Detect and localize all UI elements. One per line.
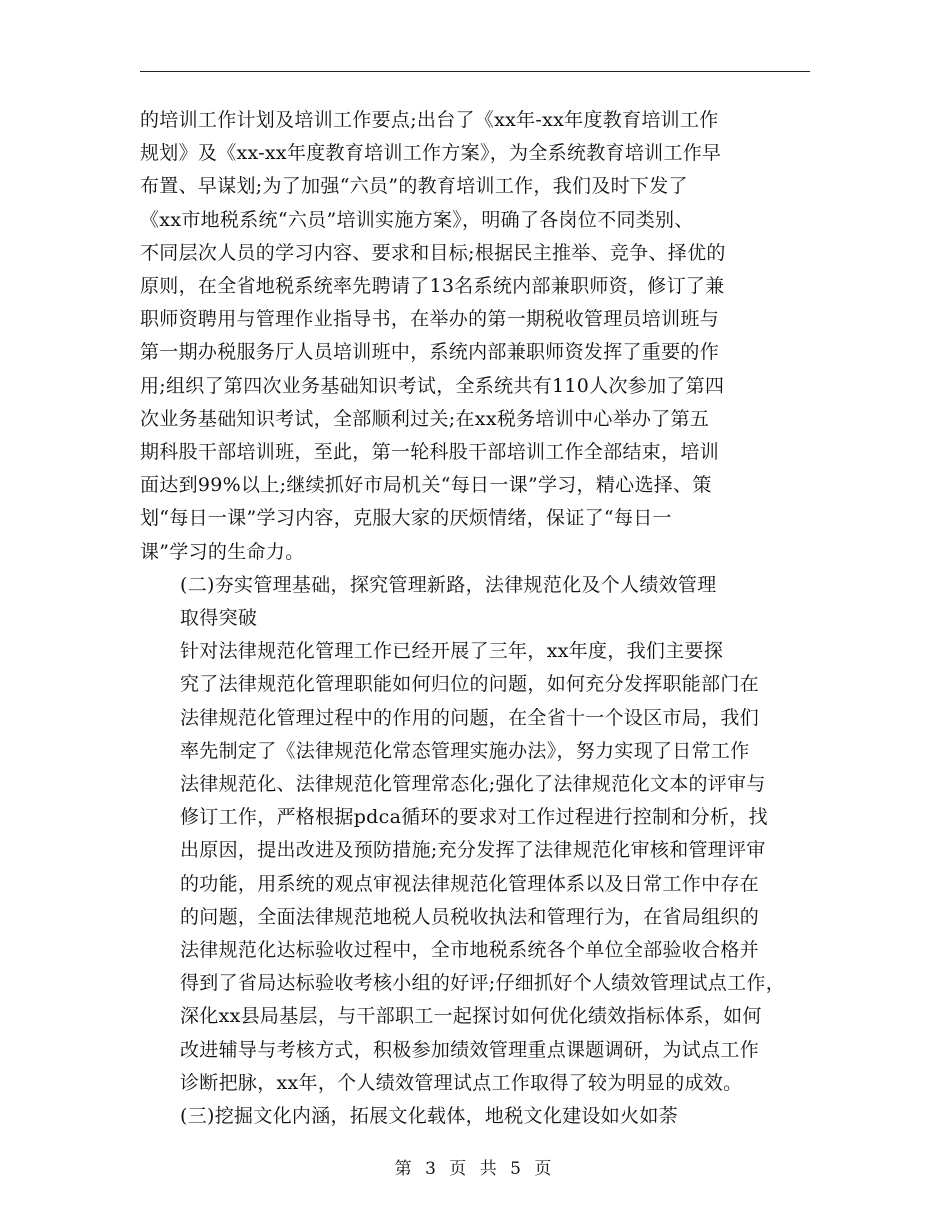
text-line: 规划》及《xx-xx年度教育培训工作方案》，为全系统教育培训工作早 xyxy=(140,142,722,165)
paragraph-3 xyxy=(140,635,810,1100)
paragraph-2-heading xyxy=(140,569,810,635)
text-line: 布置、早谋划;为了加强“六员”的教育培训工作，我们及时下发了 xyxy=(140,175,688,198)
text-line: 的问题，全面法律规范地税人员税收执法和管理行为，在省局组织的 xyxy=(180,905,760,928)
text-line: 职师资聘用与管理作业指导书，在举办的第一期税收管理员培训班与 xyxy=(140,308,720,331)
text-line: 改进辅导与考核方式，积极参加绩效管理重点课题调研，为试点工作 xyxy=(180,1038,760,1061)
text-line: 究了法律规范化管理职能如何归位的问题，如何充分发挥职能部门在 xyxy=(180,673,760,696)
text-line: 修订工作，严格根据pdca循环的要求对工作过程进行控制和分析，找 xyxy=(180,806,768,829)
text-line: 的培训工作计划及培训工作要点;出台了《xx年-xx年度教育培训工作 xyxy=(140,109,719,131)
text-line: 次业务基础知识考试，全部顺利过关;在xx税务培训中心举办了第五 xyxy=(140,407,710,430)
text-line: 第一期办税服务厅人员培训班中，系统内部兼职师资发挥了重要的作 xyxy=(140,341,720,364)
paragraph-1 xyxy=(140,104,810,569)
header-rule xyxy=(140,71,810,72)
text-line: 面达到99%以上;继续抓好市局机关“每日一课”学习，精心选择、策 xyxy=(140,474,712,497)
text-line: 得到了省局达标验收考核小组的好评;仔细抓好个人绩效管理试点工作， xyxy=(180,972,786,995)
text-line: (三)挖掘文化内涵，拓展文化载体，地税文化建设如火如荼 xyxy=(180,1105,678,1128)
document-body xyxy=(140,104,810,1133)
text-line: 法律规范化管理过程中的作用的问题，在全省十一个设区市局，我们 xyxy=(180,706,760,729)
text-line: 不同层次人员的学习内容、要求和目标;根据民主推举、竞争、择优的 xyxy=(140,241,726,264)
text-line: 的功能，用系统的观点审视法律规范化管理体系以及日常工作中存在 xyxy=(180,872,760,895)
text-line: 划“每日一课”学习内容，克服大家的厌烦情绪，保证了“每日一 xyxy=(140,507,672,530)
text-line: 针对法律规范化管理工作已经开展了三年，xx年度，我们主要探 xyxy=(180,640,724,663)
page-number: 第 3 页 共 5 页 xyxy=(394,1159,556,1179)
text-line: 率先制定了《法律规范化常态管理实施办法》，努力实现了日常工作 xyxy=(180,739,750,762)
text-line: 期科股干部培训班，至此，第一轮科股干部培训工作全部结束，培训 xyxy=(140,441,720,464)
text-line: 课”学习的生命力。 xyxy=(140,540,305,563)
text-line: (二)夯实管理基础，探究管理新路，法律规范化及个人绩效管理 xyxy=(180,573,717,596)
paragraph-4-heading xyxy=(140,1100,810,1133)
text-line: 深化xx县局基层，与干部职工一起探讨如何优化绩效指标体系，如何 xyxy=(180,1005,762,1028)
text-line: 用;组织了第四次业务基础知识考试，全系统共有110人次参加了第四 xyxy=(140,374,725,397)
text-line: 出原因，提出改进及预防措施;充分发挥了法律规范化审核和管理评审 xyxy=(180,839,766,862)
text-line: 《xx市地税系统“六员”培训实施方案》，明确了各岗位不同类别、 xyxy=(140,208,694,231)
text-line: 法律规范化达标验收过程中，全市地税系统各个单位全部验收合格并 xyxy=(180,939,760,962)
text-line: 法律规范化、法律规范化管理常态化;强化了法律规范化文本的评审与 xyxy=(180,773,766,796)
text-line: 取得突破 xyxy=(180,607,258,630)
text-line: 诊断把脉，xx年，个人绩效管理试点工作取得了较为明显的成效。 xyxy=(180,1071,743,1094)
text-line: 原则，在全省地税系统率先聘请了13名系统内部兼职师资，修订了兼 xyxy=(140,275,725,298)
